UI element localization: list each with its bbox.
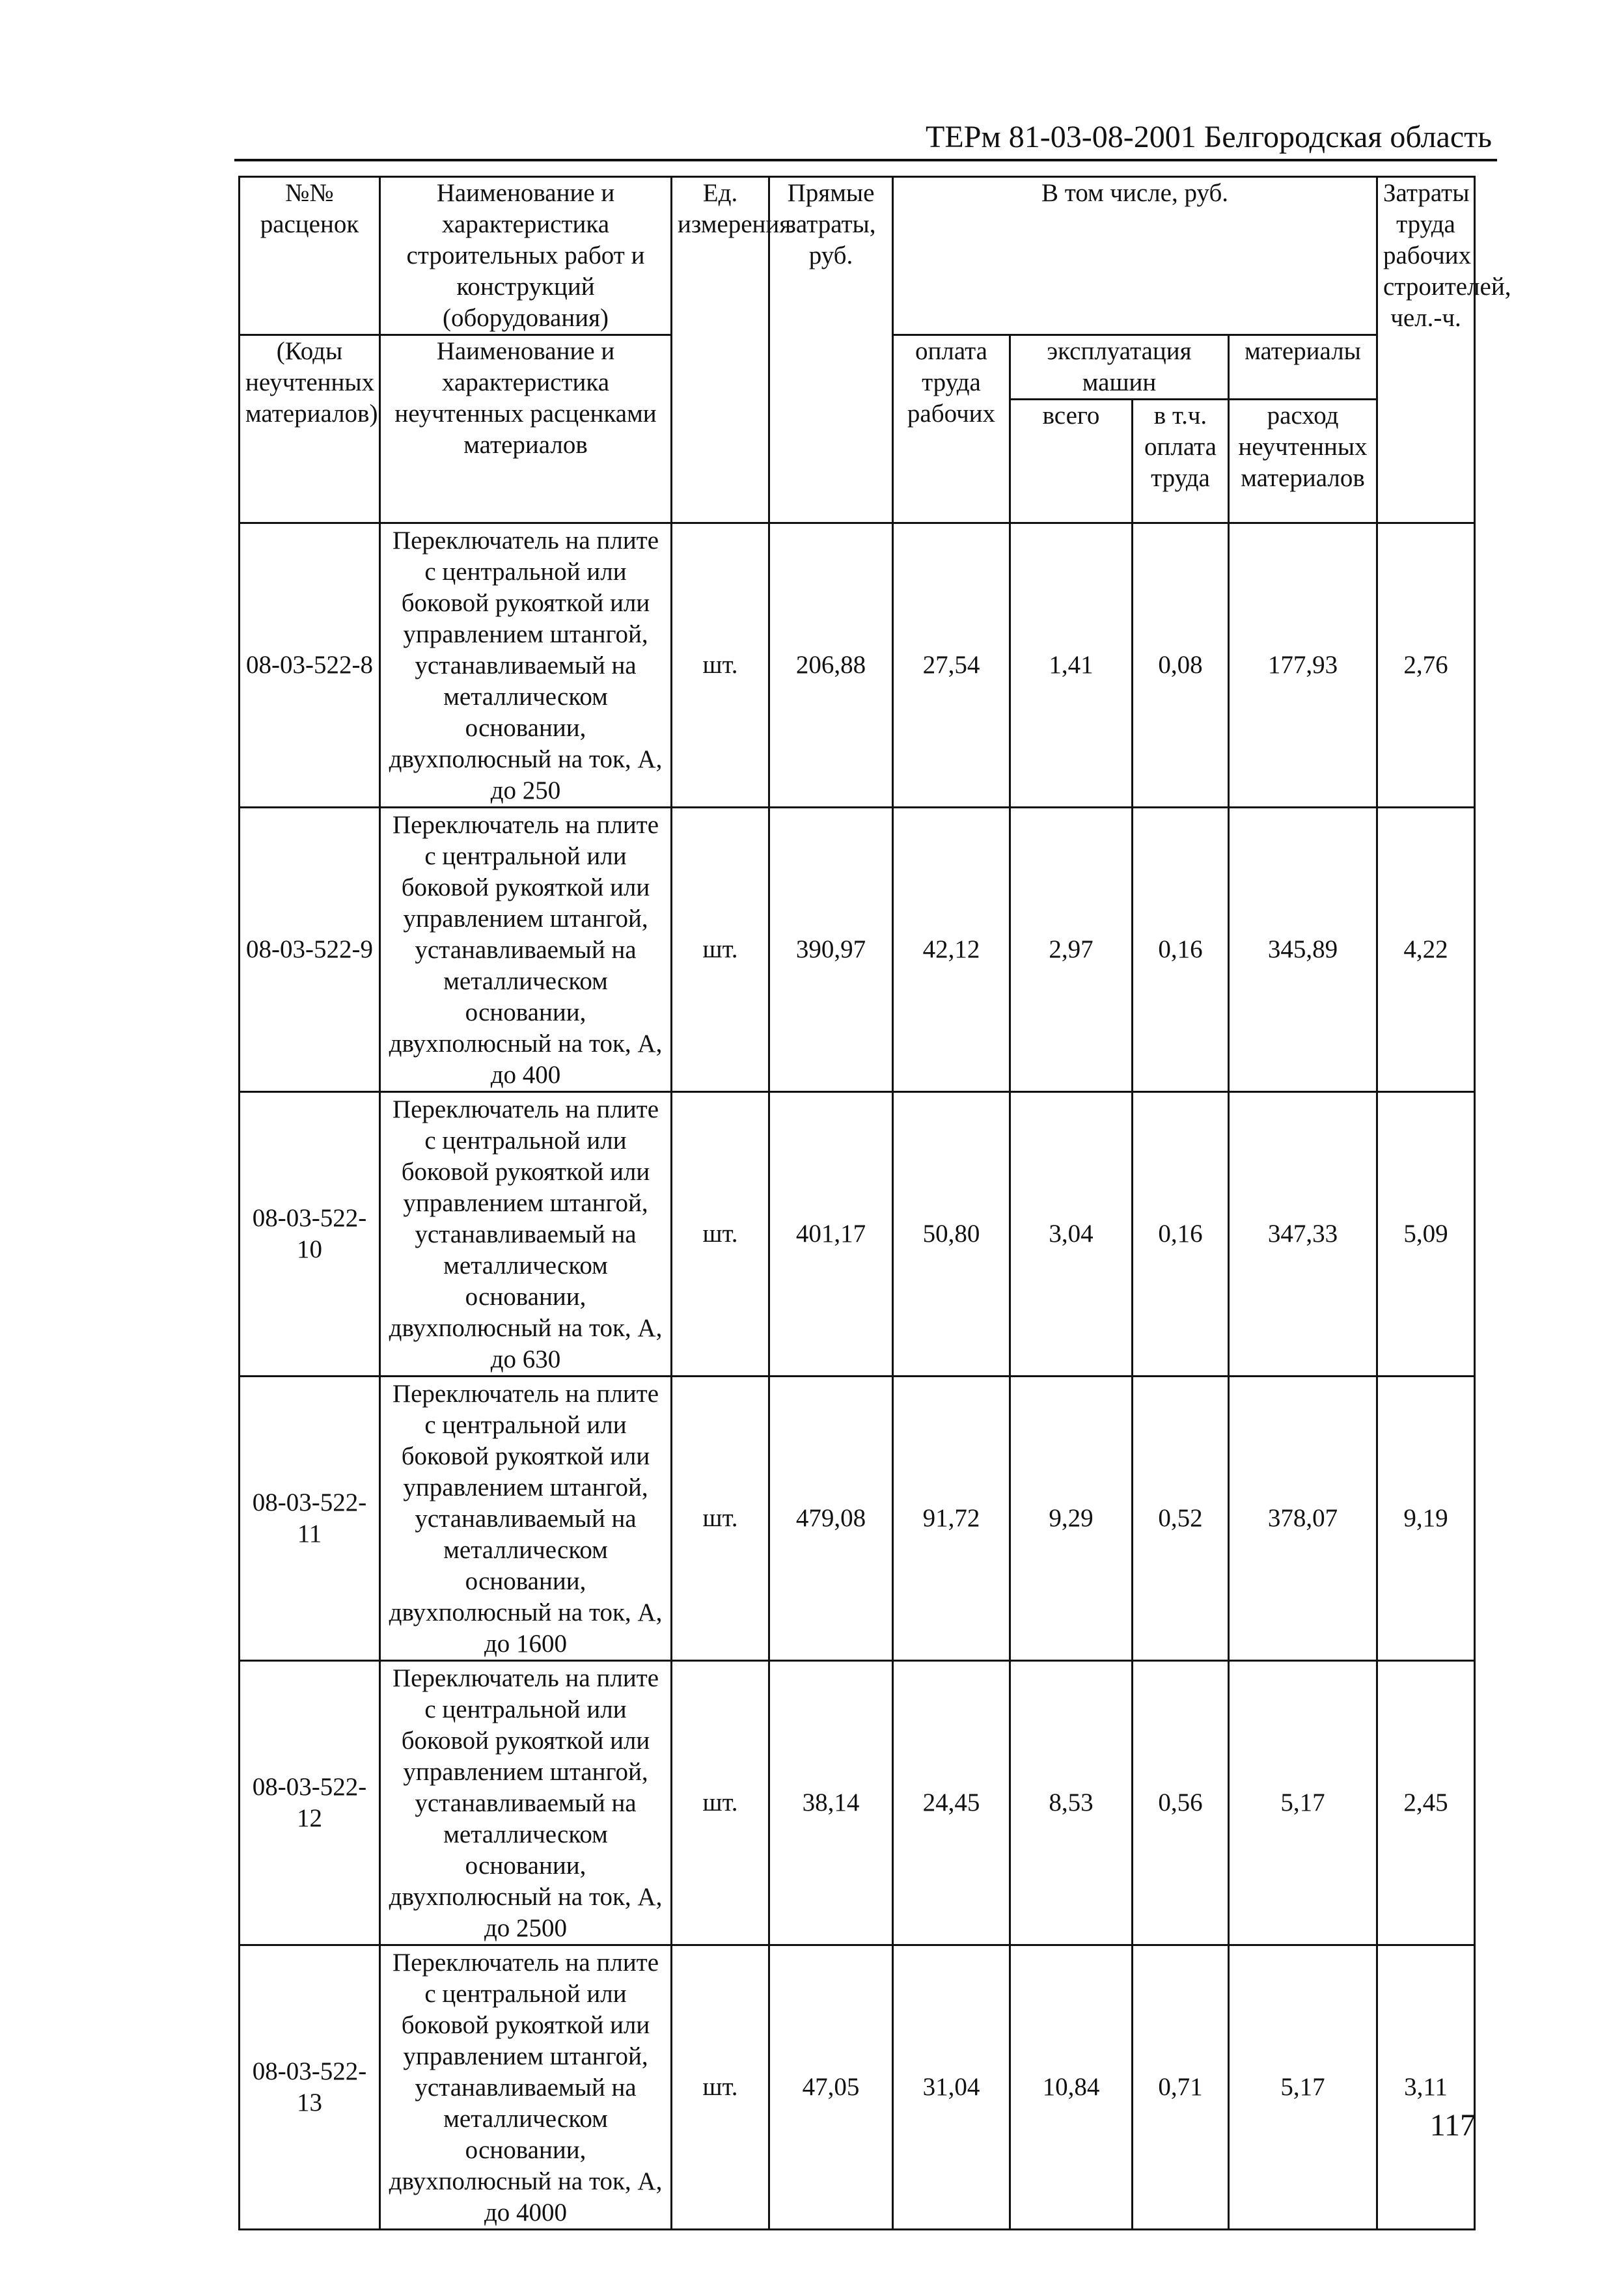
page-header [234,109,1497,161]
row-code: 08-03-522-11 [240,1377,380,1661]
table-row [240,808,1475,1092]
row-labor-cost: 2,76 [1377,523,1475,808]
row-materials: 5,17 [1229,1661,1377,1945]
row-labor-pay: 50,80 [893,1092,1010,1377]
header-labor-cost: Затраты труда рабочих строителей, чел.-ч. [1377,177,1475,523]
header-machines-labor: в т.ч. оплата труда [1133,400,1229,523]
row-labor-cost: 2,45 [1377,1661,1475,1945]
row-code: 08-03-522-10 [240,1092,380,1377]
row-unit: шт. [672,1092,769,1377]
row-unit: шт. [672,1377,769,1661]
row-materials: 345,89 [1229,808,1377,1092]
row-direct: 479,08 [769,1377,893,1661]
header-materials-alt: расход неучтенных материалов [1229,400,1377,523]
table-header-row-1 [240,177,1475,335]
row-code: 08-03-522-9 [240,808,380,1092]
page-number: 117 [1429,2108,1476,2143]
table-row [240,1377,1475,1661]
row-direct: 206,88 [769,523,893,808]
row-machines-labor: 0,16 [1133,808,1229,1092]
row-name: Переключатель на плите с центральной или боковой рукояткой или управлением штангой, устанавливаемый на металлическом основании, двухполюсный на ток, А, до 250 [380,523,672,808]
row-unit: шт. [672,1945,769,2230]
table-row [240,1661,1475,1945]
row-labor-cost: 3,11 [1377,1945,1475,2230]
row-unit: шт. [672,808,769,1092]
header-labor-pay: оплата труда рабочих [893,335,1010,523]
row-direct: 38,14 [769,1661,893,1945]
row-direct: 401,17 [769,1092,893,1377]
row-materials: 347,33 [1229,1092,1377,1377]
table-row [240,1945,1475,2230]
document-title: ТЕРм 81-03-08-2001 Белгородская область [926,120,1492,154]
header-code: №№ расценок [240,177,380,335]
header-name-alt: Наименование и характеристика неучтенных расценками материалов [380,335,672,523]
row-machines-total: 2,97 [1010,808,1133,1092]
row-name: Переключатель на плите с центральной или боковой рукояткой или управлением штангой, устанавливаемый на металлическом основании, двухполюсный на ток, А, до 2500 [380,1661,672,1945]
header-machines-total: всего [1010,400,1133,523]
row-machines-total: 3,04 [1010,1092,1133,1377]
row-unit: шт. [672,1661,769,1945]
header-materials: материалы [1229,335,1377,400]
row-code: 08-03-522-8 [240,523,380,808]
row-code: 08-03-522-12 [240,1661,380,1945]
header-unit: Ед. измерения [672,177,769,523]
row-machines-labor: 0,71 [1133,1945,1229,2230]
row-code: 08-03-522-13 [240,1945,380,2230]
row-direct: 47,05 [769,1945,893,2230]
row-machines-total: 10,84 [1010,1945,1133,2230]
header-name: Наименование и характеристика строительных работ и конструкций (оборудования) [380,177,672,335]
row-materials: 378,07 [1229,1377,1377,1661]
row-machines-total: 8,53 [1010,1661,1133,1945]
row-materials: 5,17 [1229,1945,1377,2230]
row-labor-cost: 4,22 [1377,808,1475,1092]
row-unit: шт. [672,523,769,808]
row-labor-cost: 5,09 [1377,1092,1475,1377]
row-labor-pay: 27,54 [893,523,1010,808]
price-table [238,176,1511,2230]
header-direct-costs: Прямые затраты, руб. [769,177,893,523]
row-labor-pay: 42,12 [893,808,1010,1092]
row-machines-labor: 0,08 [1133,523,1229,808]
row-name: Переключатель на плите с центральной или боковой рукояткой или управлением штангой, устанавливаемый на металлическом основании, двухполюсный на ток, А, до 400 [380,808,672,1092]
row-labor-pay: 91,72 [893,1377,1010,1661]
header-including: В том числе, руб. [893,177,1377,335]
header-machines: эксплуатация машин [1010,335,1229,400]
row-materials: 177,93 [1229,523,1377,808]
row-machines-labor: 0,52 [1133,1377,1229,1661]
row-name: Переключатель на плите с центральной или боковой рукояткой или управлением штангой, устанавливаемый на металлическом основании, двухполюсный на ток, А, до 1600 [380,1377,672,1661]
row-labor-pay: 24,45 [893,1661,1010,1945]
row-labor-cost: 9,19 [1377,1377,1475,1661]
row-direct: 390,97 [769,808,893,1092]
row-machines-total: 1,41 [1010,523,1133,808]
row-machines-labor: 0,16 [1133,1092,1229,1377]
header-code-alt: (Коды неучтенных материалов) [240,335,380,523]
table-row [240,523,1475,808]
row-labor-pay: 31,04 [893,1945,1010,2230]
row-machines-total: 9,29 [1010,1377,1133,1661]
row-machines-labor: 0,56 [1133,1661,1229,1945]
table-row [240,1092,1475,1377]
row-name: Переключатель на плите с центральной или боковой рукояткой или управлением штангой, устанавливаемый на металлическом основании, двухполюсный на ток, А, до 630 [380,1092,672,1377]
row-name: Переключатель на плите с центральной или боковой рукояткой или управлением штангой, устанавливаемый на металлическом основании, двухполюсный на ток, А, до 4000 [380,1945,672,2230]
